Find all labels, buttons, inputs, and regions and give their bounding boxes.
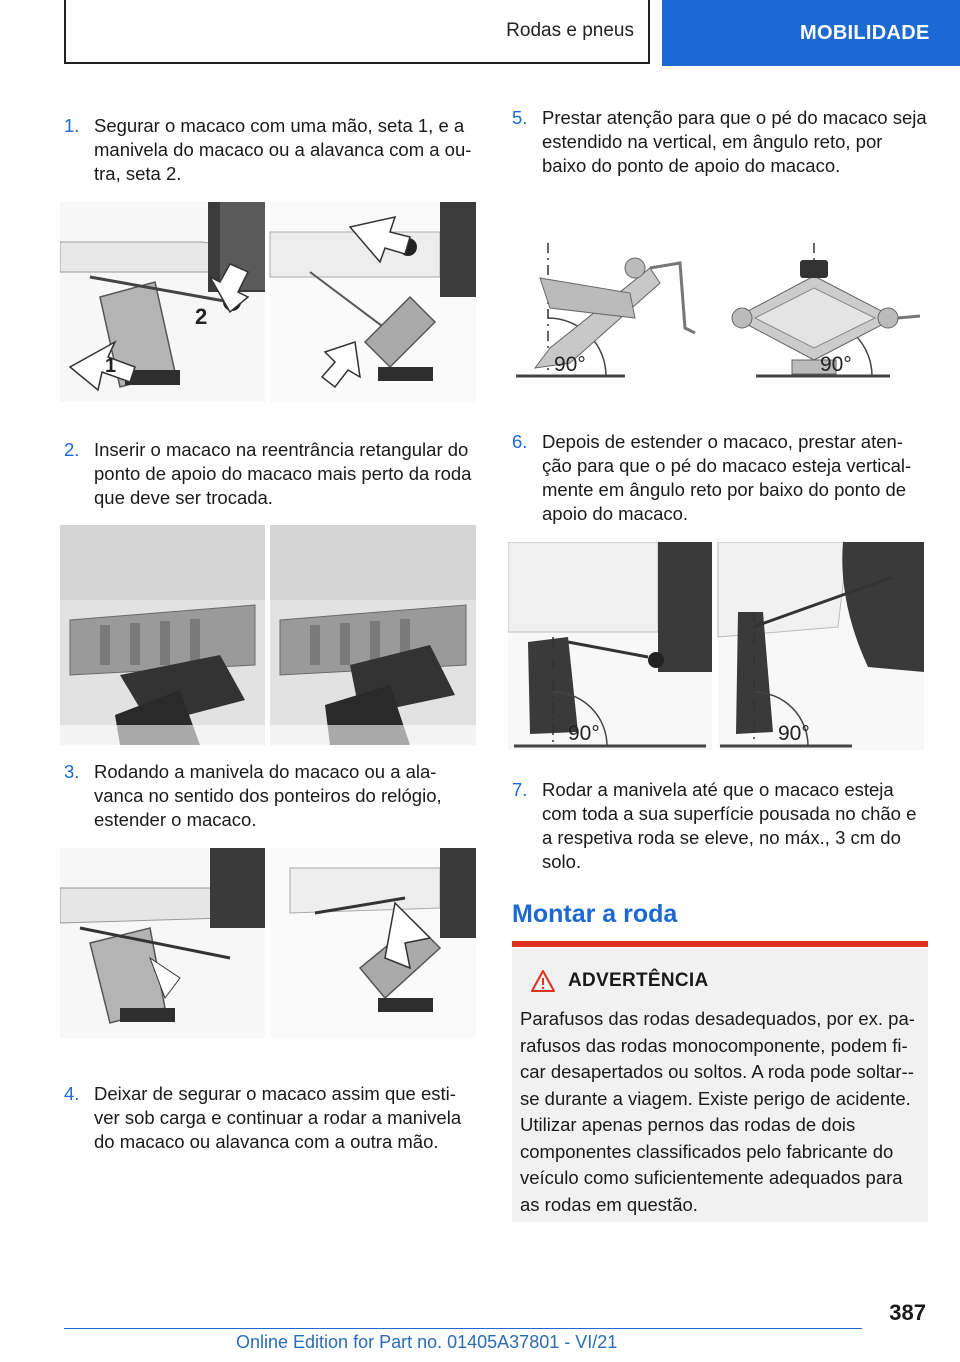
figure-jack-vertical-check bbox=[508, 542, 924, 750]
figure-jack-extend bbox=[60, 848, 476, 1038]
step-4 bbox=[64, 1082, 480, 1154]
arrow-2-label: 2 bbox=[195, 304, 208, 329]
step-number: 4. bbox=[64, 1083, 80, 1104]
step-6 bbox=[512, 430, 928, 526]
warning-text: Parafusos das rodas desadequados, por ex. pa-rafusos das rodas monocomponente, podem fi-car desapertados ou soltos. A roda pode soltar--se durante a viagem. Existe perigo de acidente. Utilizar apenas pernos das rodas de dois componentes classificados pelo fabricante do veículo como suficientemente adequados para as rodas em questão. bbox=[520, 1008, 915, 1215]
step-text: Rodar a manivela até que o macaco esteja com toda a sua superfície pousada no chão e a respetiva roda se eleve, no máx., 3 cm do solo. bbox=[542, 779, 917, 872]
figure-jack-angle-diagram bbox=[510, 238, 928, 383]
step-7 bbox=[512, 778, 928, 874]
step-number: 3. bbox=[64, 761, 80, 782]
angle-label-left: 90° bbox=[568, 722, 600, 745]
step-2 bbox=[64, 438, 480, 510]
step-number: 5. bbox=[512, 107, 528, 128]
step-number: 6. bbox=[512, 431, 528, 452]
header-section-title: Rodas e pneus bbox=[486, 0, 650, 64]
angle-label-right: 90° bbox=[778, 722, 810, 745]
page-number: 387 bbox=[889, 1300, 926, 1325]
step-number: 2. bbox=[64, 439, 80, 460]
footer-rule bbox=[64, 1328, 862, 1329]
step-text: Segurar o macaco com uma mão, seta 1, e a manivela do macaco ou a alavanca com a ou-tra, seta 2. bbox=[94, 115, 472, 184]
angle-label-left: 90° bbox=[554, 353, 586, 376]
step-text: Prestar atenção para que o pé do macaco seja estendido na vertical, em ângulo reto, por baixo do ponto de apoio do macaco. bbox=[542, 107, 927, 176]
step-text: Deixar de segurar o macaco assim que esti-ver sob carga e continuar a rodar a manivela do macaco ou alavanca com a outra mão. bbox=[94, 1083, 462, 1152]
step-3 bbox=[64, 760, 480, 832]
figure-jack-hold bbox=[60, 202, 476, 402]
step-text: Depois de estender o macaco, prestar aten-ção para que o pé do macaco esteja vertical-mente em ângulo reto por baixo do ponto de apoio do macaco. bbox=[542, 431, 912, 524]
angle-label-right: 90° bbox=[820, 353, 852, 376]
section-rule bbox=[512, 941, 928, 947]
header-chapter-tab: MOBILIDADE bbox=[662, 0, 960, 66]
arrow-1-label: 1 bbox=[105, 355, 117, 377]
step-number: 1. bbox=[64, 115, 80, 136]
step-text: Rodando a manivela do macaco ou a ala-vanca no sentido dos ponteiros do relógio, estender o macaco. bbox=[94, 761, 442, 830]
step-number: 7. bbox=[512, 779, 528, 800]
step-1 bbox=[64, 114, 480, 186]
step-5 bbox=[512, 106, 928, 178]
step-text: Inserir o macaco na reentrância retangular do ponto de apoio do macaco mais perto da roda que deve ser trocada. bbox=[94, 439, 472, 508]
footer-edition: Online Edition for Part no. 01405A37801 - VI/21 bbox=[236, 1332, 618, 1352]
warning-box bbox=[512, 948, 928, 1222]
figure-jack-insert bbox=[60, 525, 476, 745]
warning-header bbox=[530, 966, 920, 996]
warning-triangle-icon bbox=[530, 969, 556, 993]
warning-title: ADVERTÊNCIA bbox=[568, 970, 709, 991]
section-title: Montar a roda bbox=[512, 900, 678, 928]
